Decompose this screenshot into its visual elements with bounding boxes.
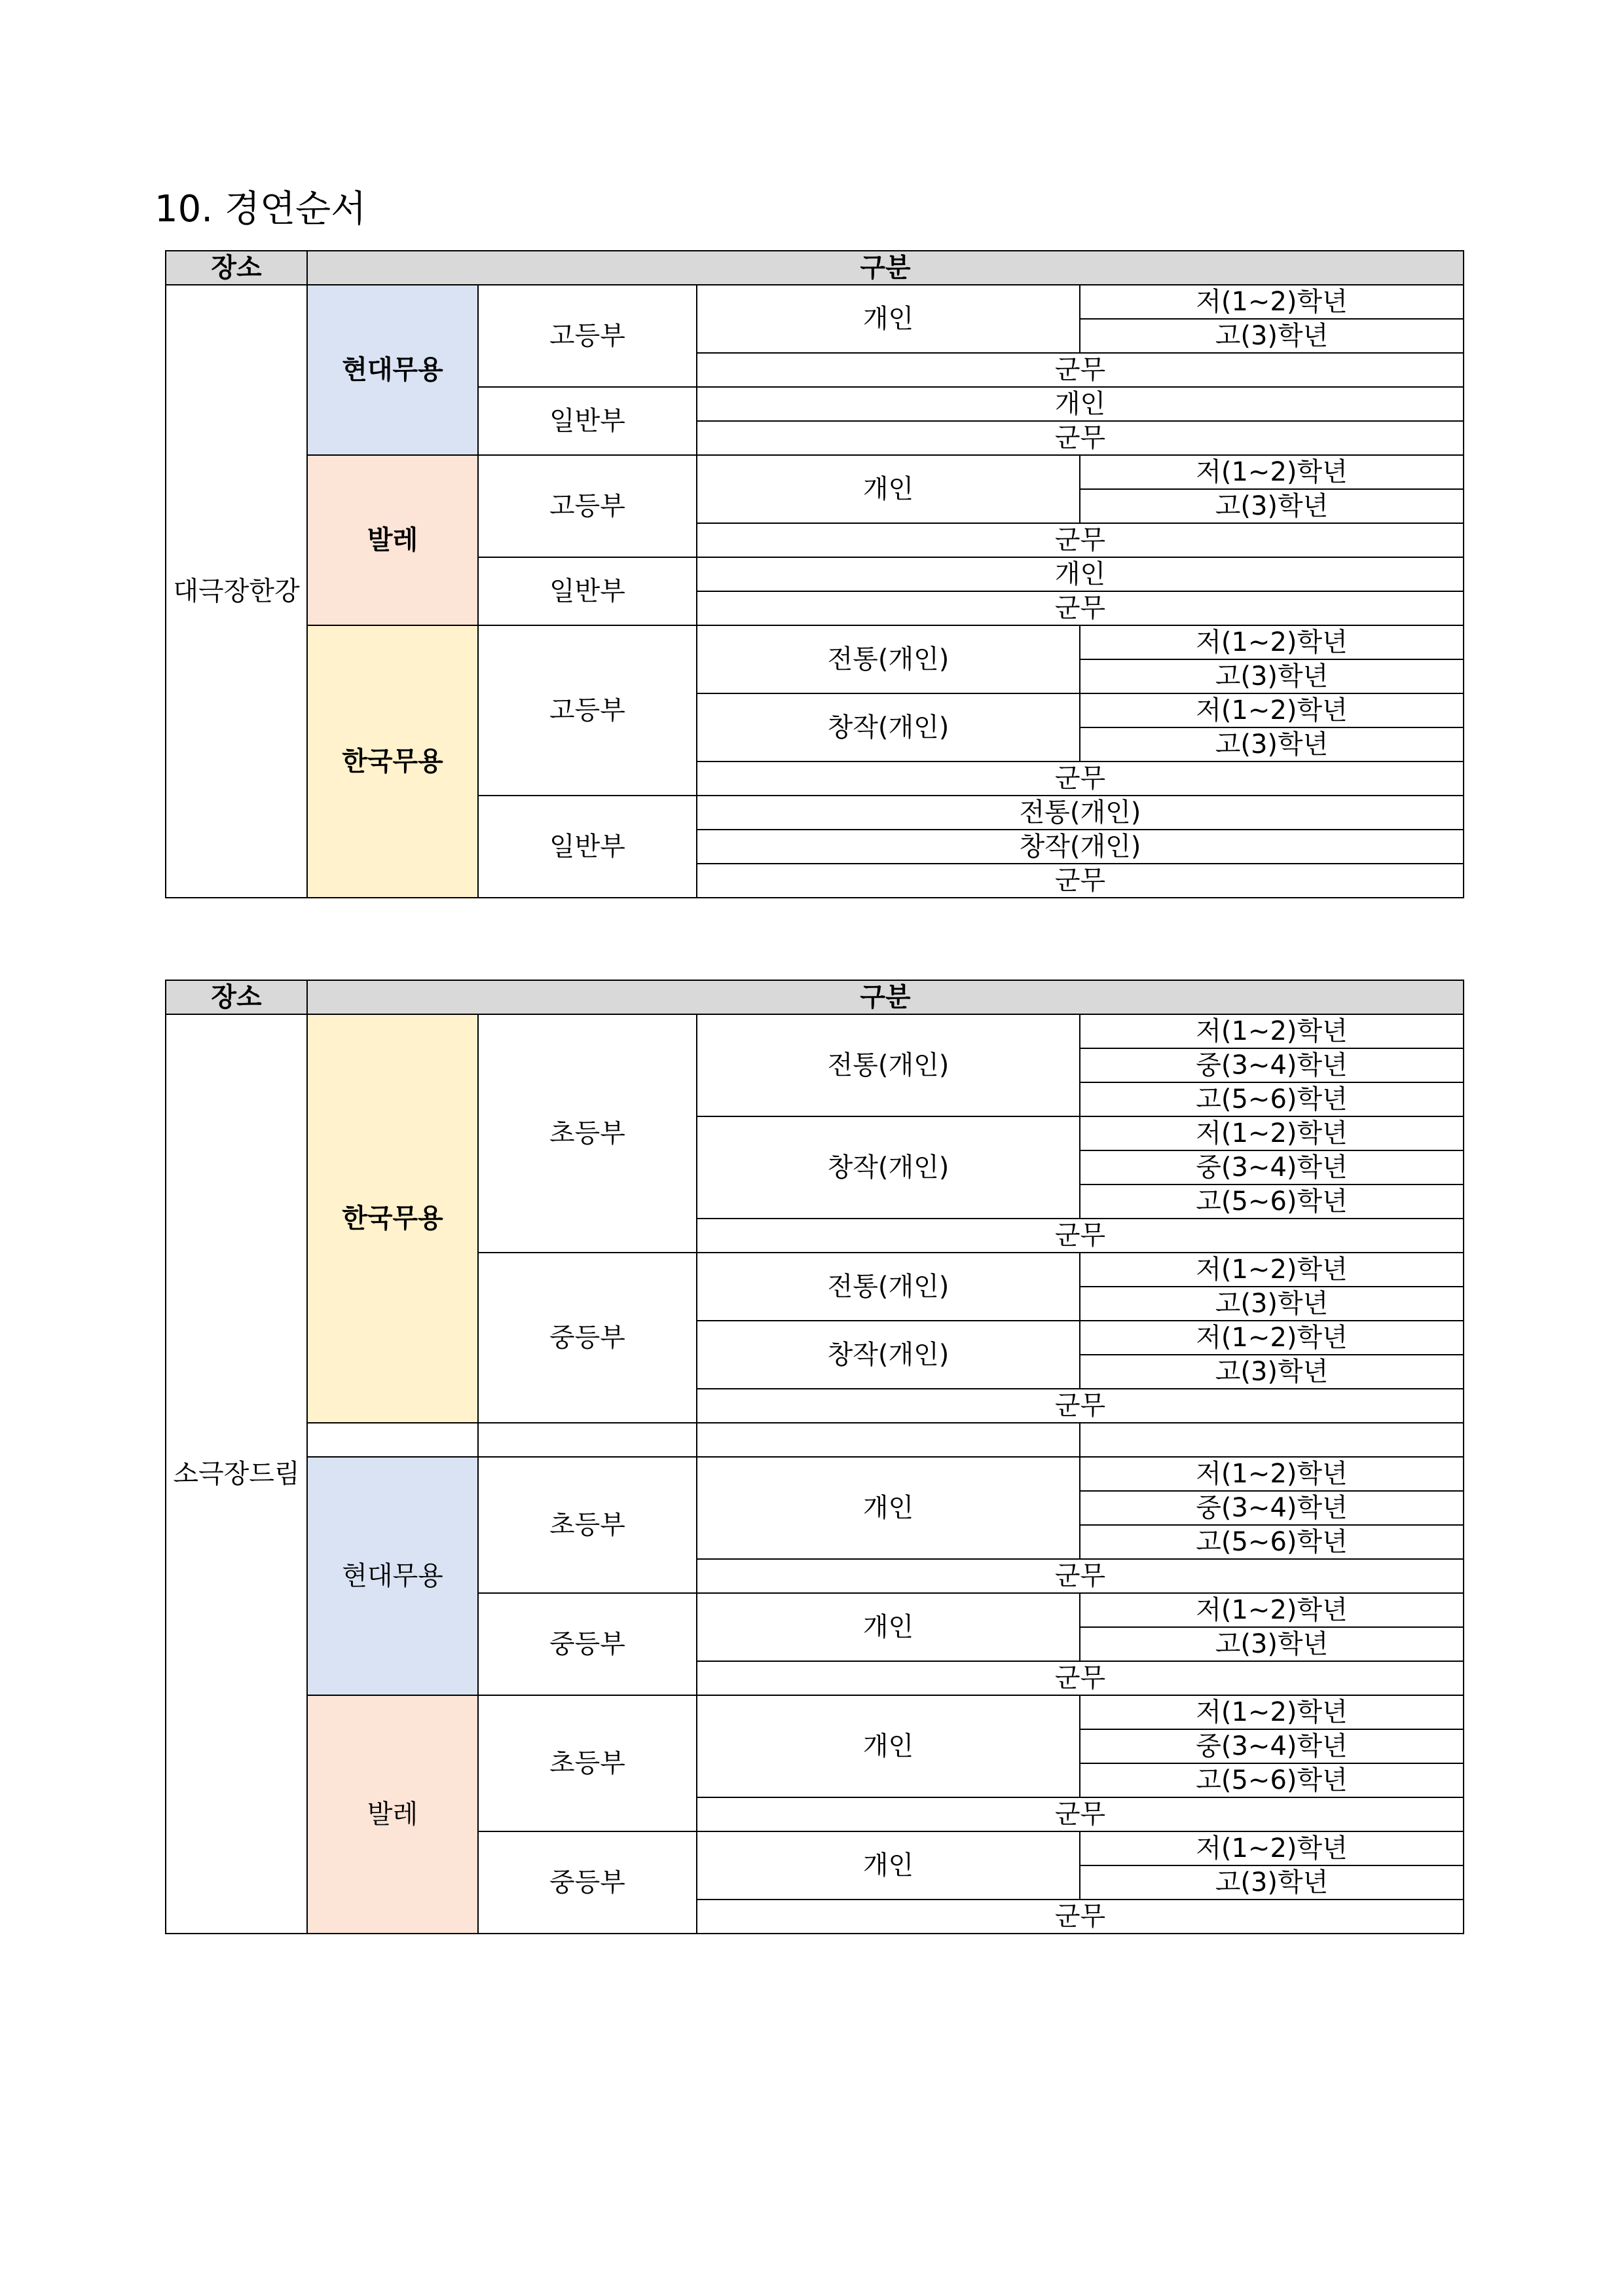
table-row [166, 455, 1464, 489]
grade-cell: 고(3)학년 [1080, 727, 1464, 762]
grade-cell: 고(3)학년 [1080, 659, 1464, 693]
event-group: 군무 [697, 1797, 1464, 1831]
event-individual: 개인 [697, 557, 1464, 591]
header-category: 구분 [307, 980, 1464, 1014]
grade-cell: 저(1~2)학년 [1080, 1695, 1464, 1729]
grade-cell: 고(5~6)학년 [1080, 1525, 1464, 1559]
grade-cell: 고(5~6)학년 [1080, 1184, 1464, 1219]
empty-cell [307, 1423, 478, 1457]
grade-cell: 고(3)학년 [1080, 1865, 1464, 1900]
event-traditional: 전통(개인) [697, 796, 1464, 830]
grade-cell: 고(5~6)학년 [1080, 1082, 1464, 1116]
division-general: 일반부 [478, 796, 697, 898]
header-venue: 장소 [166, 251, 307, 285]
event-individual: 개인 [697, 455, 1080, 523]
event-creative: 창작(개인) [697, 693, 1080, 762]
grade-cell: 저(1~2)학년 [1080, 1253, 1464, 1287]
event-group: 군무 [697, 591, 1464, 625]
grade-cell: 저(1~2)학년 [1080, 1831, 1464, 1865]
venue-cell: 대극장한강 [166, 285, 307, 898]
grade-cell: 고(3)학년 [1080, 1627, 1464, 1661]
division-high-school: 고등부 [478, 455, 697, 557]
table-header-row [166, 980, 1464, 1014]
division-middle-school: 중등부 [478, 1593, 697, 1695]
grade-cell: 저(1~2)학년 [1080, 1321, 1464, 1355]
venue-cell: 소극장드림 [166, 1014, 307, 1934]
event-individual: 개인 [697, 387, 1464, 421]
grade-cell: 저(1~2)학년 [1080, 455, 1464, 489]
division-elementary: 초등부 [478, 1457, 697, 1593]
event-traditional: 전통(개인) [697, 1014, 1080, 1116]
table-row [166, 1457, 1464, 1491]
competition-order-table-grand-theater [165, 250, 1464, 898]
event-group: 군무 [697, 1219, 1464, 1253]
genre-ballet: 발레 [307, 1695, 478, 1934]
grade-cell: 고(3)학년 [1080, 319, 1464, 353]
grade-cell: 고(5~6)학년 [1080, 1763, 1464, 1797]
grade-cell: 중(3~4)학년 [1080, 1048, 1464, 1082]
event-group: 군무 [697, 523, 1464, 557]
genre-korean-dance: 한국무용 [307, 625, 478, 898]
division-general: 일반부 [478, 557, 697, 625]
section-heading: 10. 경연순서 [155, 188, 367, 230]
grade-cell: 저(1~2)학년 [1080, 625, 1464, 659]
division-high-school: 고등부 [478, 625, 697, 796]
event-traditional: 전통(개인) [697, 625, 1080, 693]
grade-cell: 중(3~4)학년 [1080, 1729, 1464, 1763]
event-individual: 개인 [697, 1695, 1080, 1797]
grade-cell: 저(1~2)학년 [1080, 285, 1464, 319]
division-general: 일반부 [478, 387, 697, 455]
event-group: 군무 [697, 1389, 1464, 1423]
empty-cell [1080, 1423, 1464, 1457]
event-group: 군무 [697, 1661, 1464, 1695]
competition-order-table-small-theater [165, 980, 1464, 1934]
event-individual: 개인 [697, 1457, 1080, 1559]
grade-cell: 저(1~2)학년 [1080, 1116, 1464, 1150]
grade-cell: 저(1~2)학년 [1080, 693, 1464, 727]
event-creative: 창작(개인) [697, 1116, 1080, 1219]
event-group: 군무 [697, 762, 1464, 796]
grade-cell: 중(3~4)학년 [1080, 1491, 1464, 1525]
grade-cell: 중(3~4)학년 [1080, 1150, 1464, 1184]
empty-cell [478, 1423, 697, 1457]
genre-modern-dance: 현대무용 [307, 285, 478, 455]
table-row [166, 1014, 1464, 1048]
event-creative: 창작(개인) [697, 1321, 1080, 1389]
grade-cell: 고(3)학년 [1080, 1287, 1464, 1321]
event-individual: 개인 [697, 1593, 1080, 1661]
grade-cell: 저(1~2)학년 [1080, 1014, 1464, 1048]
table-row [166, 625, 1464, 659]
header-venue: 장소 [166, 980, 307, 1014]
division-high-school: 고등부 [478, 285, 697, 387]
empty-row [166, 1423, 1464, 1457]
division-middle-school: 중등부 [478, 1831, 697, 1934]
genre-korean-dance: 한국무용 [307, 1014, 478, 1423]
division-elementary: 초등부 [478, 1014, 697, 1253]
division-elementary: 초등부 [478, 1695, 697, 1831]
event-group: 군무 [697, 421, 1464, 455]
table-row [166, 285, 1464, 319]
table-header-row [166, 251, 1464, 285]
grade-cell: 저(1~2)학년 [1080, 1457, 1464, 1491]
table-row [166, 1695, 1464, 1729]
empty-cell [697, 1423, 1080, 1457]
division-middle-school: 중등부 [478, 1253, 697, 1423]
event-group: 군무 [697, 1900, 1464, 1934]
grade-cell: 저(1~2)학년 [1080, 1593, 1464, 1627]
event-creative: 창작(개인) [697, 830, 1464, 864]
event-individual: 개인 [697, 1831, 1080, 1900]
event-group: 군무 [697, 864, 1464, 898]
grade-cell: 고(3)학년 [1080, 489, 1464, 523]
event-individual: 개인 [697, 285, 1080, 353]
grade-cell: 고(3)학년 [1080, 1355, 1464, 1389]
event-traditional: 전통(개인) [697, 1253, 1080, 1321]
event-group: 군무 [697, 353, 1464, 387]
header-category: 구분 [307, 251, 1464, 285]
genre-modern-dance: 현대무용 [307, 1457, 478, 1695]
genre-ballet: 발레 [307, 455, 478, 625]
event-group: 군무 [697, 1559, 1464, 1593]
